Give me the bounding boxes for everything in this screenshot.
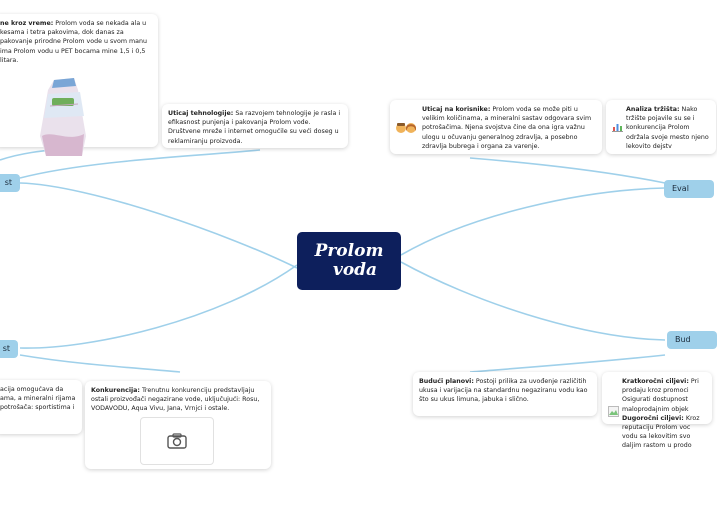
card-market-title: Analiza tržišta:: [626, 106, 680, 113]
card-technology[interactable]: [162, 104, 348, 148]
card-goals-text1: Pri prodaju kroz promoci Osigurati dostupnost maloprodajnim objek: [622, 378, 699, 413]
card-competition[interactable]: [85, 381, 271, 469]
root-title-line2: voda: [332, 260, 378, 280]
branch-bud[interactable]: Bud: [667, 331, 717, 349]
card-positioning-text: acija omogućava da ama, a mineralni rijama potrošača: sportistima i: [0, 386, 76, 412]
link-root-bud: [401, 262, 665, 340]
card-positioning[interactable]: [0, 380, 82, 434]
card-goals-title2: Dugoročni ciljevi:: [622, 414, 684, 422]
broken-image-icon: [608, 406, 619, 420]
card-history-text: ne kroz vreme: Prolom voda se nekada ala u kesama i tetra pakovima, dok danas za pakovanje prirodne Prolom vode u svom manu ima Prolom vodu u PET bocama mine 1,5 i 0,5 litara.: [0, 20, 147, 64]
card-future-text: Postoji prilika za uvođenje različitih ukusa i varijacija na standardnu negaziranu vodu kao što su ukus limuna, jabuka i slično.: [419, 378, 588, 404]
card-goals-title1: Kratkoročni ciljevi:: [622, 378, 689, 385]
card-users[interactable]: [390, 100, 602, 154]
link-root-eval: [401, 188, 665, 255]
card-users-text: Prolom voda se može piti u velikim količinama, a mineralni sastav odgovara svim potrošačima. Njena svojstva čine da ona igra važnu ulogu u očuvanju generalnog zdravlja, a posebno zdravlja bubrega i organa za varenje.: [422, 106, 592, 150]
branch-top-left[interactable]: st: [0, 174, 20, 192]
branch-eval[interactable]: Eval: [664, 180, 714, 198]
camera-icon: [167, 433, 187, 449]
card-goals[interactable]: [602, 372, 712, 450]
card-competition-title: Konkurencija:: [91, 387, 140, 394]
camera-icon-frame[interactable]: [140, 417, 214, 465]
root-node[interactable]: [297, 232, 401, 290]
card-goals-text2: Kroz reputaciju Prolom voc vodu sa lekovitim svo daljim rastom u prodo: [622, 414, 700, 450]
bar-chart-icon: [612, 122, 623, 135]
root-title-line1: Prolom: [314, 241, 384, 261]
link-root-bottom-left: [20, 265, 297, 348]
card-users-title: Uticaj na korisnike:: [422, 106, 491, 113]
link-bud-future: [470, 355, 665, 372]
people-emoji-icon: [395, 122, 417, 136]
water-bag-image: [38, 76, 94, 158]
card-history[interactable]: [0, 14, 158, 147]
branch-bottom-left[interactable]: st: [0, 340, 18, 358]
link-bottom-left-competition: [20, 355, 180, 372]
card-market-text: Nako tržište pojavile su se i konkurencija Prolom održala svoje mesto njeno lekovito dejstv: [626, 106, 709, 150]
card-future[interactable]: [413, 372, 597, 416]
card-future-title: Budući planovi:: [419, 378, 474, 385]
link-root-top-left: [20, 183, 297, 268]
link-eval-users: [470, 158, 665, 183]
card-market[interactable]: [606, 100, 716, 154]
card-competition-text: Trenutnu konkurenciju predstavljaju ostali proizvođači negazirane vode, uključujući: Rosu, VODAVODU, Aqua Vivu, Jana, Vrnjci i ostale.: [91, 387, 260, 413]
card-technology-text: Sa razvojem tehnologije je rasla i efikasnost punjenja i pakovanja Prolom vode. Društvene mreže i internet omogućile su veći doseg u reklamiranju proizvoda.: [168, 110, 341, 145]
card-technology-title: Uticaj tehnologije:: [168, 110, 234, 117]
